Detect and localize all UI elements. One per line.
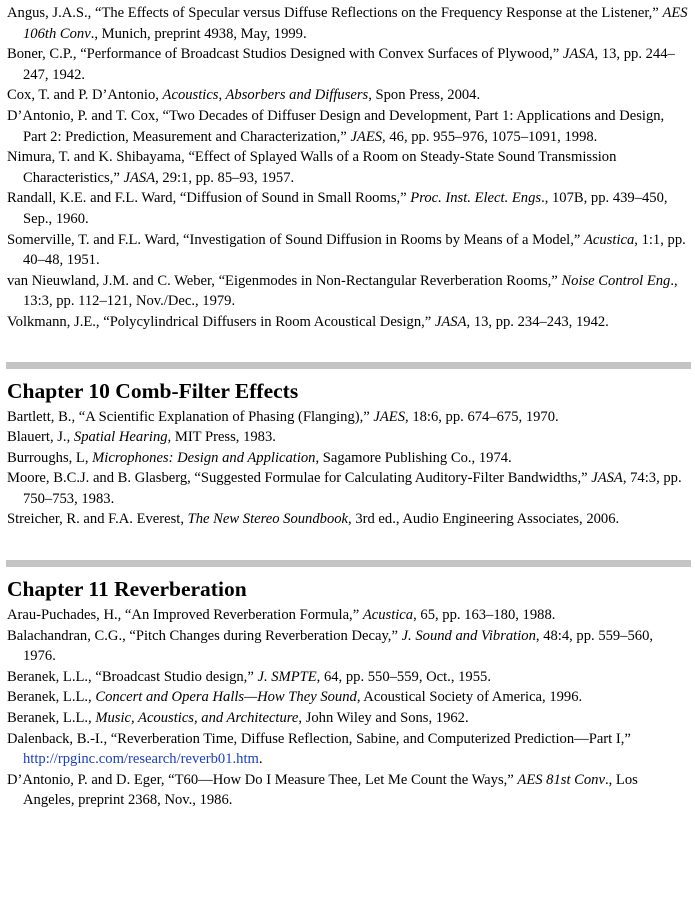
reference-source-title: Proc. Inst. Elect. Engs bbox=[410, 190, 542, 207]
reference-text: Moore, B.C.J. and B. Glasberg, “Suggested Formulae for Calculating Auditory-Filter Bandwidths,” bbox=[7, 470, 592, 487]
reference-text: Bartlett, B., “A Scientific Explanation of Phasing (Flanging),” bbox=[7, 408, 374, 425]
reference-entry bbox=[7, 271, 689, 312]
reference-text: Beranek, L.L., bbox=[7, 689, 96, 706]
reference-source-title: J. SMPTE bbox=[257, 668, 317, 685]
reference-text: , 65, pp. 163–180, 1988. bbox=[413, 607, 556, 624]
reference-text: Balachandran, C.G., “Pitch Changes during Reverberation Decay,” bbox=[7, 627, 402, 644]
reference-entry bbox=[7, 468, 689, 509]
reference-text: Angus, J.A.S., “The Effects of Specular versus Diffuse Reflections on the Frequency Response at the Listener,” bbox=[7, 5, 663, 21]
section-divider bbox=[6, 560, 691, 567]
reference-text: ., 107B, pp. 439–450, Sep., 1960. bbox=[23, 190, 668, 227]
chapter-10-heading: Chapter 10 Comb-Filter Effects bbox=[7, 378, 299, 403]
reference-source-title: Spatial Hearing bbox=[73, 429, 168, 446]
reference-text: , 18:6, pp. 674–675, 1970. bbox=[405, 408, 559, 425]
reference-text: , 3rd ed., Audio Engineering Associates, 2006. bbox=[348, 511, 620, 528]
reference-text: Somerville, T. and F.L. Ward, “Investigation of Sound Diffusion in Rooms by Means of a Model,” bbox=[7, 231, 585, 248]
reference-text: Dalenback, B.-I., “Reverberation Time, Diffuse Reflection, Sabine, and Computerized Prediction—Part I,” bbox=[7, 730, 631, 747]
reference-list-previous-section bbox=[0, 0, 695, 333]
reference-text: D’Antonio, P. and D. Eger, “T60—How Do I Measure Thee, Let Me Count the Ways,” bbox=[7, 771, 518, 788]
reference-entry bbox=[7, 230, 689, 271]
reference-entry bbox=[7, 509, 689, 530]
reference-text: , Sagamore Publishing Co., 1974. bbox=[315, 449, 512, 466]
reference-text: , 64, pp. 550–559, Oct., 1955. bbox=[316, 668, 491, 685]
reference-text: van Nieuwland, J.M. and C. Weber, “Eigenmodes in Non-Rectangular Reverberation Rooms,” bbox=[7, 272, 562, 289]
reference-text: , MIT Press, 1983. bbox=[167, 429, 276, 446]
reference-entry bbox=[7, 3, 689, 44]
reference-text: Streicher, R. and F.A. Everest, bbox=[7, 511, 188, 528]
reference-source-title: AES 81st Conv bbox=[517, 771, 605, 788]
reference-text: ., Munich, preprint 4938, May, 1999. bbox=[90, 25, 307, 42]
reference-entry bbox=[7, 147, 689, 188]
reference-text: Burroughs, L, bbox=[7, 449, 93, 466]
reference-list-chapter-10 bbox=[0, 404, 695, 531]
reference-source-title: J. Sound and Vibration bbox=[401, 627, 536, 644]
reference-text: Arau-Puchades, H., “An Improved Reverberation Formula,” bbox=[7, 607, 363, 624]
section-divider bbox=[6, 362, 691, 369]
reference-text: D’Antonio, P. and T. Cox, “Two Decades of Diffuser Design and Development, Part 1: Applications and Design, Part 2: Prediction, Measurement and Characterization,” bbox=[7, 107, 665, 145]
reference-text: Volkmann, J.E., “Polycylindrical Diffusers in Room Acoustical Design,” bbox=[7, 313, 435, 330]
reference-text: , 1:1, pp. 40–48, 1951. bbox=[23, 231, 686, 269]
reference-text: Cox, T. and P. D’Antonio, bbox=[7, 87, 163, 104]
reference-text: ., 13:3, pp. 112–121, Nov./Dec., 1979. bbox=[23, 272, 678, 310]
reference-source-title: Music, Acoustics, and Architecture bbox=[95, 710, 299, 727]
reference-source-title: Acustica bbox=[362, 607, 414, 624]
reference-entry bbox=[7, 312, 689, 333]
reference-entry bbox=[7, 687, 689, 708]
reference-source-title: JAES bbox=[373, 408, 406, 425]
reference-text: , 46, pp. 955–976, 1075–1091, 1998. bbox=[382, 128, 598, 145]
reference-text: Randall, K.E. and F.L. Ward, “Diffusion of Sound in Small Rooms,” bbox=[7, 190, 411, 207]
reference-text: Boner, C.P., “Performance of Broadcast Studios Designed with Convex Surfaces of Plywood,” bbox=[7, 46, 563, 63]
reference-entry bbox=[7, 605, 689, 626]
reference-entry bbox=[7, 667, 689, 688]
reference-text: , 74:3, pp. 750–753, 1983. bbox=[23, 470, 682, 507]
reference-entry bbox=[7, 448, 689, 469]
reference-entry bbox=[7, 729, 689, 770]
reference-text: , John Wiley and Sons, 1962. bbox=[298, 710, 469, 727]
reference-text: Beranek, L.L., “Broadcast Studio design,” bbox=[7, 668, 258, 685]
reference-source-title: JASA, bbox=[562, 46, 599, 63]
reference-source-title: Acustica bbox=[584, 231, 635, 248]
reference-entry bbox=[7, 44, 689, 85]
reference-entry bbox=[7, 407, 689, 428]
reference-entry bbox=[7, 106, 689, 147]
reference-text: Blauert, J., bbox=[7, 429, 74, 446]
reference-text: , Spon Press, 2004. bbox=[368, 87, 481, 104]
reference-text: Beranek, L.L., bbox=[7, 710, 96, 727]
reference-text: , 48:4, pp. 559–560, 1976. bbox=[23, 627, 654, 665]
reference-text: , Acoustical Society of America, 1996. bbox=[356, 689, 583, 706]
reference-source-title: JASA bbox=[434, 313, 467, 330]
reference-entry bbox=[7, 708, 689, 729]
reference-text: , 13, pp. 234–243, 1942. bbox=[466, 313, 609, 330]
reference-text: Nimura, T. and K. Shibayama, “Effect of Splayed Walls of a Room on Steady-State Sound Transmission Characteristics,” bbox=[7, 149, 617, 186]
reference-entry bbox=[7, 626, 689, 667]
reference-source-title: JASA bbox=[591, 470, 623, 487]
reference-entry bbox=[7, 770, 689, 811]
reference-entry bbox=[7, 188, 689, 229]
reference-text: ., Los Angeles, preprint 2368, Nov., 1986. bbox=[23, 771, 638, 809]
reference-text: . bbox=[258, 751, 263, 768]
chapter-11-heading: Chapter 11 Reverberation bbox=[7, 577, 247, 602]
reference-source-title: Noise Control Eng bbox=[561, 272, 671, 289]
reference-entry bbox=[7, 427, 689, 448]
reference-source-title: The New Stereo Soundbook bbox=[187, 511, 349, 528]
reference-source-title: JASA bbox=[123, 169, 156, 186]
reference-source-title: AES 106th Conv bbox=[23, 5, 688, 42]
reference-source-title: Acoustics, Absorbers and Diffusers bbox=[162, 87, 369, 104]
reference-text: , 29:1, pp. 85–93, 1957. bbox=[155, 169, 295, 186]
reference-list-chapter-11 bbox=[0, 602, 695, 811]
reference-source-title: JAES bbox=[350, 128, 383, 145]
reference-source-title: Microphones: Design and Application bbox=[92, 449, 316, 466]
reference-text: 13, pp. 244–247, 1942. bbox=[23, 46, 675, 83]
reference-link[interactable]: http://rpginc.com/research/reverb01.htm bbox=[23, 751, 259, 768]
reference-entry bbox=[7, 85, 689, 106]
reference-source-title: Concert and Opera Halls—How They Sound bbox=[95, 689, 357, 706]
